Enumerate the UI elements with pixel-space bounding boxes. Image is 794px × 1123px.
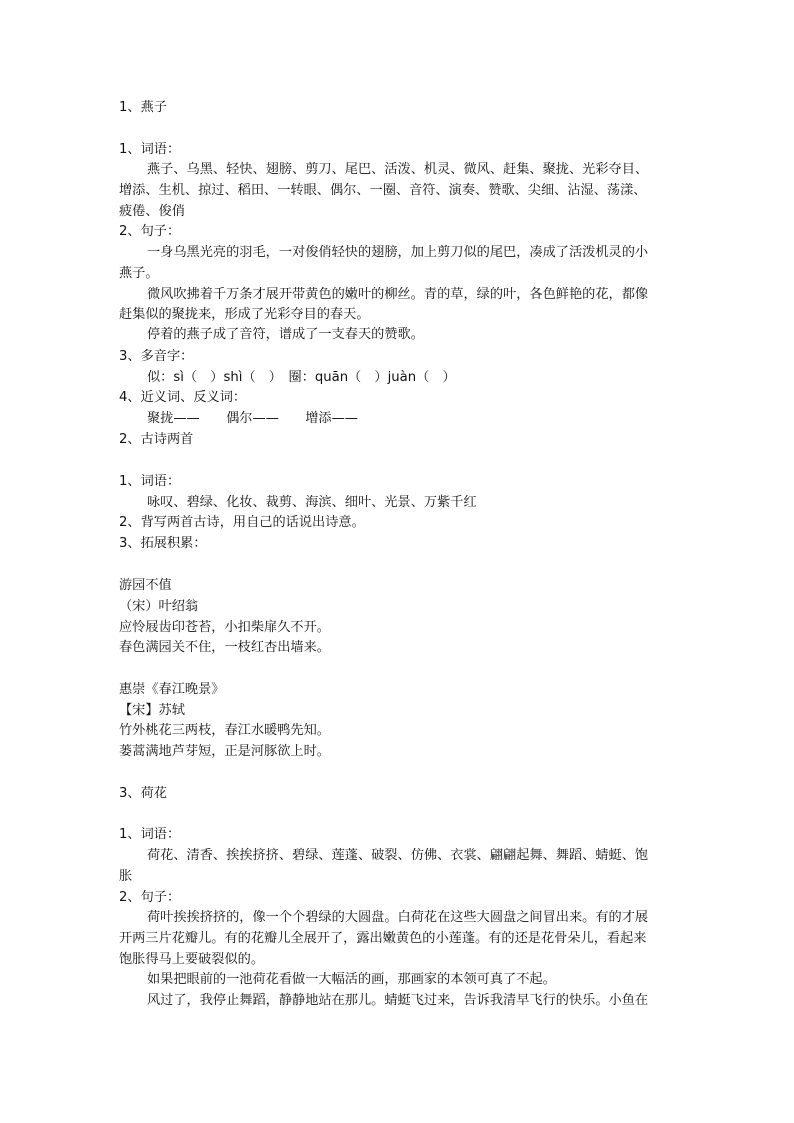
- polyphone-line: 似：sì（ ）shì（ ） 圈：quān（ ）juàn（ ）: [147, 370, 456, 385]
- sentence-line: 微风吹拂着千万条才展开带黄色的嫩叶的柳丝。青的草，绿的叶，各色鲜艳的花，都像: [147, 287, 649, 302]
- section-label: 1、词语：: [119, 142, 181, 157]
- vocab-line: 咏叹、碧绿、化妆、裁剪、海滨、细叶、光景、万紫千红: [147, 495, 477, 510]
- sentence-line: 荷叶挨挨挤挤的，像一个个碧绿的大圆盘。白荷花在这些大圆盘之间冒出来。有的才展: [147, 910, 649, 925]
- sentence-line: 风过了，我停止舞蹈，静静地站在那儿。蜻蜓飞过来，告诉我清早飞行的快乐。小鱼在: [147, 993, 649, 1008]
- poem-title: 惠崇《春江晚景》: [119, 682, 225, 697]
- vocab-line: 疲倦、俊俏: [119, 204, 185, 219]
- sentence-line: 一身乌黑光亮的羽毛，一对俊俏轻快的翅膀，加上剪刀似的尾巴，凑成了活泼机灵的小: [147, 245, 649, 260]
- sentence-line: 开两三片花瓣儿。有的花瓣儿全展开了，露出嫩黄色的小莲蓬。有的还是花骨朵儿，看起来: [119, 931, 647, 946]
- lesson-title: 3、荷花: [119, 786, 167, 801]
- poem-title: 游园不值: [119, 578, 172, 593]
- section-label: 1、词语：: [119, 827, 181, 842]
- sentence-line: 燕子。: [119, 266, 159, 281]
- poem-line: 春色满园关不住，一枝红杏出墙来。: [119, 640, 330, 655]
- poem-line: 蒌蒿满地芦芽短，正是河豚欲上时。: [119, 744, 330, 759]
- vocab-line: 燕子、乌黑、轻快、翅膀、剪刀、尾巴、活泼、机灵、微风、赶集、聚拢、光彩夺目、: [147, 162, 649, 177]
- lesson-title: 1、燕子: [119, 100, 167, 115]
- section-label: 2、句子：: [119, 890, 181, 905]
- vocab-line: 增添、生机、掠过、稻田、一转眼、偶尔、一圈、音符、演奏、赞歌、尖细、沾湿、荡漾、: [119, 183, 647, 198]
- sentence-line: 饱胀得马上要破裂似的。: [119, 952, 265, 967]
- poem-author: 【宋】苏轼: [119, 703, 185, 718]
- poem-line: 竹外桃花三两枝，春江水暖鸭先知。: [119, 723, 330, 738]
- synonym-line: 聚拢—— 偶尔—— 增添——: [147, 411, 358, 426]
- vocab-line: 胀: [119, 869, 133, 884]
- section-label: 2、句子：: [119, 224, 181, 239]
- section-label: 3、多音字：: [119, 349, 194, 364]
- section-label: 1、词语：: [119, 474, 181, 489]
- section-label: 2、背写两首古诗，用自己的话说出诗意。: [119, 515, 365, 530]
- section-label: 4、近义词、反义词：: [119, 390, 247, 405]
- poem-author: （宋）叶绍翁: [119, 599, 199, 614]
- sentence-line: 赶集似的聚拢来，形成了光彩夺目的春天。: [119, 307, 370, 322]
- sentence-line: 停着的燕子成了音符，谱成了一支春天的赞歌。: [147, 327, 424, 342]
- section-label: 3、拓展积累：: [119, 536, 207, 551]
- poem-line: 应怜屐齿印苍苔，小扣柴扉久不开。: [119, 620, 330, 635]
- lesson-title: 2、古诗两首: [119, 432, 194, 447]
- vocab-line: 荷花、清香、挨挨挤挤、碧绿、莲蓬、破裂、仿佛、衣裳、翩翩起舞、舞蹈、蜻蜓、饱: [147, 848, 649, 863]
- sentence-line: 如果把眼前的一池荷花看做一大幅活的画，那画家的本领可真了不起。: [147, 972, 556, 987]
